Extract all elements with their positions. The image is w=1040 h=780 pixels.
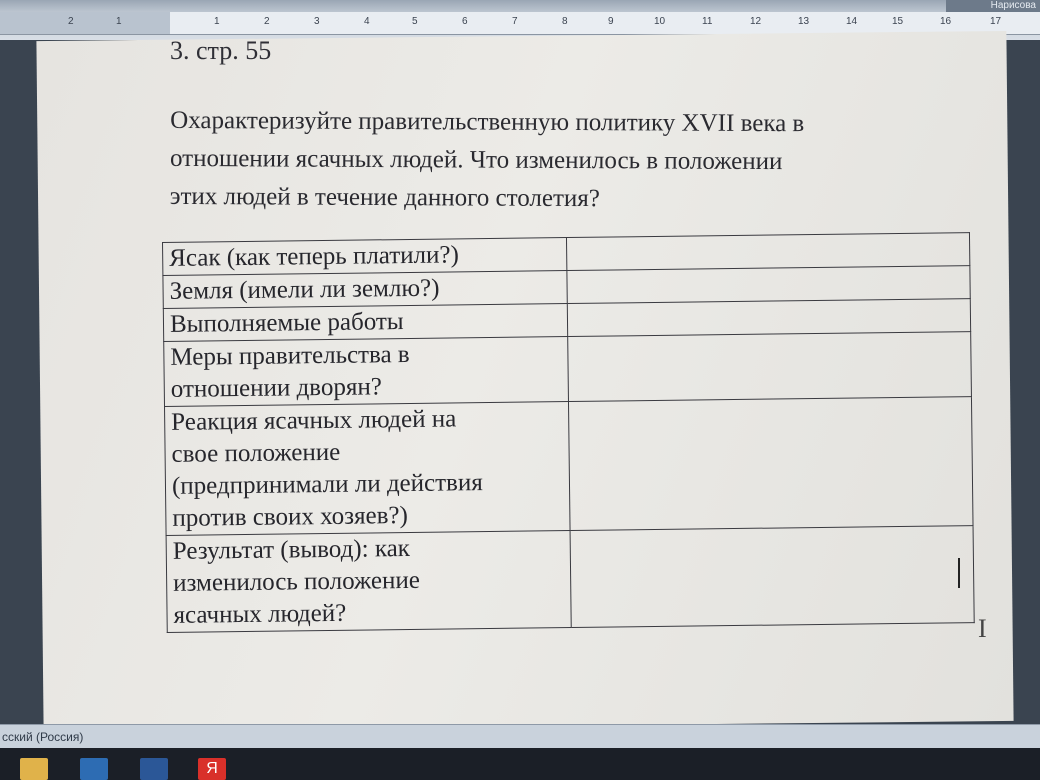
task-number: 3. стр. 55: [170, 36, 272, 65]
ruler-tick: 8: [562, 16, 568, 27]
ruler-tick: 15: [892, 16, 904, 27]
status-bar: [0, 724, 1040, 749]
ruler-tick: 2: [264, 16, 270, 27]
question-line: Выполняемые работы: [169, 308, 404, 338]
task-line: этих людей в течение данного столетия?: [169, 182, 601, 213]
question-cell[interactable]: [163, 271, 567, 309]
task-line: отношении ясачных людей. Что изменилось в положении: [169, 144, 783, 176]
taskbar: [0, 748, 1040, 780]
ruler-tick: 1: [214, 16, 220, 27]
task-line: Охарактеризуйте правительственную политику XVII века в: [170, 106, 805, 138]
ruler-tick: 10: [654, 16, 666, 27]
answer-table[interactable]: [162, 232, 975, 633]
question-line: отношении дворян?: [170, 373, 382, 403]
ruler-tick: 6: [462, 16, 468, 27]
answer-cell[interactable]: [566, 266, 970, 304]
question-cell[interactable]: [164, 337, 568, 407]
question-line: Ясак (как теперь платили?): [169, 241, 460, 272]
text-caret: [958, 558, 960, 588]
ruler-tick: 2: [68, 16, 74, 27]
question-line: изменилось положение: [173, 566, 421, 597]
ruler-ticks: [0, 16, 1040, 32]
answer-cell[interactable]: [570, 526, 975, 628]
ruler-tick: 1: [116, 16, 122, 27]
ruler-tick: 12: [750, 16, 762, 27]
question-cell[interactable]: [165, 402, 570, 536]
ruler-tick: 13: [798, 16, 810, 27]
question-cell[interactable]: [163, 238, 567, 276]
ruler-tick: 3: [314, 16, 320, 27]
table-row: [166, 526, 974, 633]
ruler-tick: 7: [512, 16, 518, 27]
question-line: Меры правительства в: [170, 340, 410, 371]
question-cell[interactable]: [166, 531, 571, 633]
folder-icon[interactable]: [20, 758, 48, 780]
ruler-tick: 14: [846, 16, 858, 27]
ruler-tick: 4: [364, 16, 370, 27]
text-cursor-icon: I: [978, 614, 987, 643]
answer-cell[interactable]: [568, 397, 973, 531]
question-line: Земля (имели ли землю?): [169, 274, 440, 305]
question-line: Результат (вывод): как: [172, 534, 411, 565]
ruler-tick: 5: [412, 16, 418, 27]
task-text: [170, 102, 971, 220]
question-line: свое положение: [171, 438, 341, 468]
answer-cell[interactable]: [566, 233, 970, 271]
word-icon[interactable]: [140, 758, 168, 780]
table-row: [164, 332, 972, 407]
store-icon[interactable]: [80, 758, 108, 780]
answer-cell[interactable]: [567, 332, 971, 402]
question-line: (предпринимали ли действия: [171, 469, 483, 500]
question-cell[interactable]: [163, 304, 567, 342]
table-row: [165, 397, 974, 536]
ruler-tick: 9: [608, 16, 614, 27]
question-line: против своих хозяев?): [172, 502, 409, 532]
ruler-tick: 11: [702, 16, 713, 27]
question-line: Реакция ясачных людей на: [171, 405, 457, 436]
question-line: ясачных людей?: [173, 599, 347, 629]
account-name[interactable]: Нарисова: [946, 0, 1040, 12]
language-indicator[interactable]: сский (Россия): [2, 730, 84, 744]
yandex-icon[interactable]: Я: [198, 758, 226, 780]
ruler-tick: 16: [940, 16, 952, 27]
answer-cell[interactable]: [567, 299, 971, 337]
ruler-tick: 17: [990, 16, 1002, 27]
